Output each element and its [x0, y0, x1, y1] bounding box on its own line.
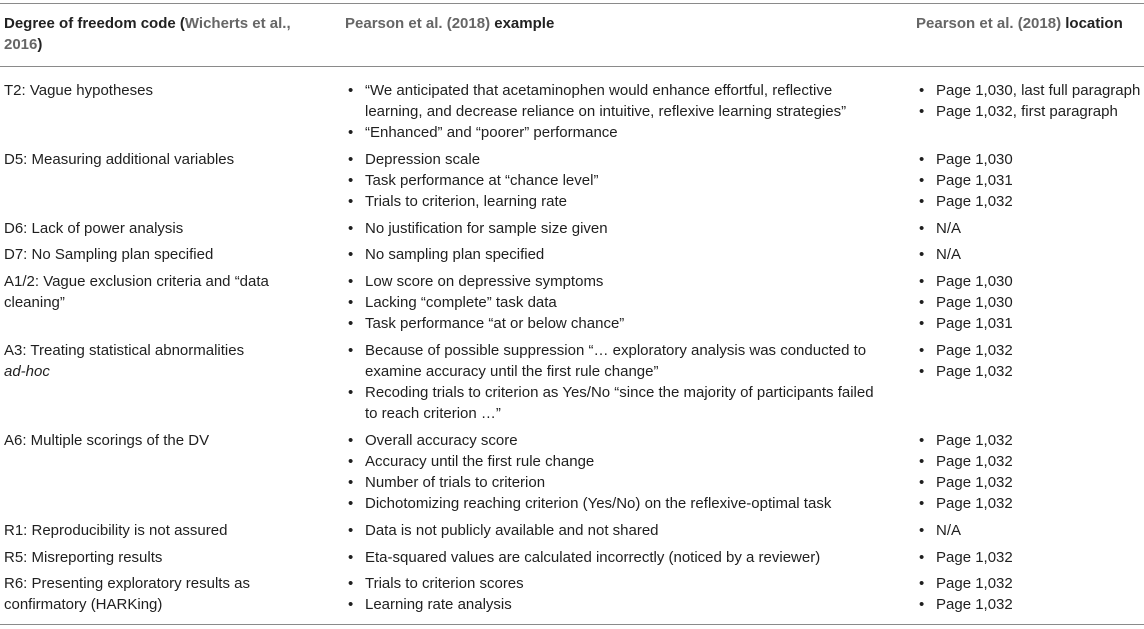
location-item: • Page 1,032 [916, 594, 1144, 615]
header-col-example [345, 13, 885, 34]
example-item: • No justification for sample size given [345, 218, 885, 239]
example-item: • Eta-squared values are calculated incorrectly (noticed by a reviewer) [345, 547, 885, 568]
example-list [345, 520, 885, 541]
location-list [916, 271, 1144, 334]
example-list [345, 340, 885, 424]
example-list [345, 430, 885, 514]
location-list [916, 520, 1144, 541]
dof-code-text: A3: Treating statistical abnormalities [4, 342, 245, 359]
dof-code-text: A6: Multiple scorings of the DV [4, 432, 210, 449]
example-item: • Because of possible suppression “… exploratory analysis was conducted to examine accuracy until the first rule change” [345, 340, 885, 382]
dof-code-italic: ad-hoc [4, 363, 50, 380]
location-item: • Page 1,032 [916, 451, 1144, 472]
example-list [345, 80, 885, 143]
example-list [345, 149, 885, 212]
location-item: • Page 1,030 [916, 292, 1144, 313]
example-item: • Data is not publicly available and not shared [345, 520, 885, 541]
example-item: • Learning rate analysis [345, 594, 885, 615]
location-item: • Page 1,032, first paragraph [916, 101, 1144, 122]
location-item: • Page 1,031 [916, 170, 1144, 191]
location-item: • Page 1,032 [916, 361, 1144, 382]
location-list [916, 430, 1144, 514]
location-item: • Page 1,032 [916, 191, 1144, 212]
example-item: • “We anticipated that acetaminophen would enhance effortful, reflective learning, and decrease reliance on intuitive, reflexive learning strategies” [345, 80, 885, 122]
dof-code-text: R6: Presenting exploratory results as confirmatory (HARKing) [4, 575, 250, 613]
dof-code [4, 547, 279, 568]
location-item: • Page 1,032 [916, 430, 1144, 451]
dof-code [4, 271, 279, 313]
location-item: • Page 1,030 [916, 271, 1144, 292]
location-item: • Page 1,032 [916, 340, 1144, 361]
bottom-rule [0, 624, 1144, 625]
header-col-location-label: location [1061, 15, 1123, 32]
dof-code-text: D5: Measuring additional variables [4, 151, 235, 168]
header-col-code-label: Degree of freedom code ( [4, 15, 185, 32]
example-item: • Trials to criterion, learning rate [345, 191, 885, 212]
dof-code [4, 520, 279, 541]
dof-code-text: T2: Vague hypotheses [4, 82, 153, 99]
example-item: • Task performance “at or below chance” [345, 313, 885, 334]
example-item: • Task performance at “chance level” [345, 170, 885, 191]
header-rule [0, 66, 1144, 67]
location-item: • Page 1,032 [916, 573, 1144, 594]
example-item: • Low score on depressive symptoms [345, 271, 885, 292]
example-item: • “Enhanced” and “poorer” performance [345, 122, 885, 143]
dof-code-text: D7: No Sampling plan specified [4, 246, 214, 263]
location-list [916, 218, 1144, 239]
example-item: • Recoding trials to criterion as Yes/No “since the majority of participants failed to reach criterion …” [345, 382, 885, 424]
example-item: • Dichotomizing reaching criterion (Yes/No) on the reflexive-optimal task [345, 493, 885, 514]
dof-code-text: D6: Lack of power analysis [4, 220, 184, 237]
location-item: • Page 1,031 [916, 313, 1144, 334]
example-list [345, 547, 885, 568]
example-list [345, 244, 885, 265]
example-list [345, 573, 885, 615]
location-item: • N/A [916, 520, 1144, 541]
header-col-location-citation: Pearson et al. (2018) [916, 15, 1062, 32]
dof-code [4, 149, 279, 170]
example-item: • Overall accuracy score [345, 430, 885, 451]
header-col-code-close: ) [37, 36, 43, 53]
header-col-location [916, 13, 1144, 34]
location-item: • N/A [916, 218, 1144, 239]
example-item: • Number of trials to criterion [345, 472, 885, 493]
dof-code [4, 573, 279, 615]
location-list [916, 340, 1144, 382]
dof-code [4, 80, 279, 101]
header-col-code-citation: Wicherts et al., 2016 [4, 15, 291, 53]
location-item: • Page 1,032 [916, 472, 1144, 493]
location-item: • Page 1,030 [916, 149, 1144, 170]
example-list [345, 218, 885, 239]
example-item: • Trials to criterion scores [345, 573, 885, 594]
location-list [916, 547, 1144, 568]
dof-code [4, 340, 279, 382]
dof-code-text: R1: Reproducibility is not assured [4, 522, 228, 539]
header-col-code [4, 13, 324, 55]
dof-code-text: R5: Misreporting results [4, 549, 163, 566]
location-item: • Page 1,030, last full paragraph [916, 80, 1144, 101]
example-item: • Lacking “complete” task data [345, 292, 885, 313]
top-rule [0, 3, 1144, 4]
dof-code [4, 430, 279, 451]
location-item: • Page 1,032 [916, 493, 1144, 514]
location-list [916, 244, 1144, 265]
example-item: • Depression scale [345, 149, 885, 170]
dof-code [4, 244, 279, 265]
header-col-example-label: example [490, 15, 555, 32]
header-col-example-citation: Pearson et al. (2018) [345, 15, 491, 32]
location-list [916, 573, 1144, 615]
location-item: • Page 1,032 [916, 547, 1144, 568]
example-list [345, 271, 885, 334]
location-list [916, 80, 1144, 122]
location-list [916, 149, 1144, 212]
example-item: • No sampling plan specified [345, 244, 885, 265]
example-item: • Accuracy until the first rule change [345, 451, 885, 472]
location-item: • N/A [916, 244, 1144, 265]
dof-code [4, 218, 279, 239]
dof-code-text: A1/2: Vague exclusion criteria and “data cleaning” [4, 273, 269, 311]
